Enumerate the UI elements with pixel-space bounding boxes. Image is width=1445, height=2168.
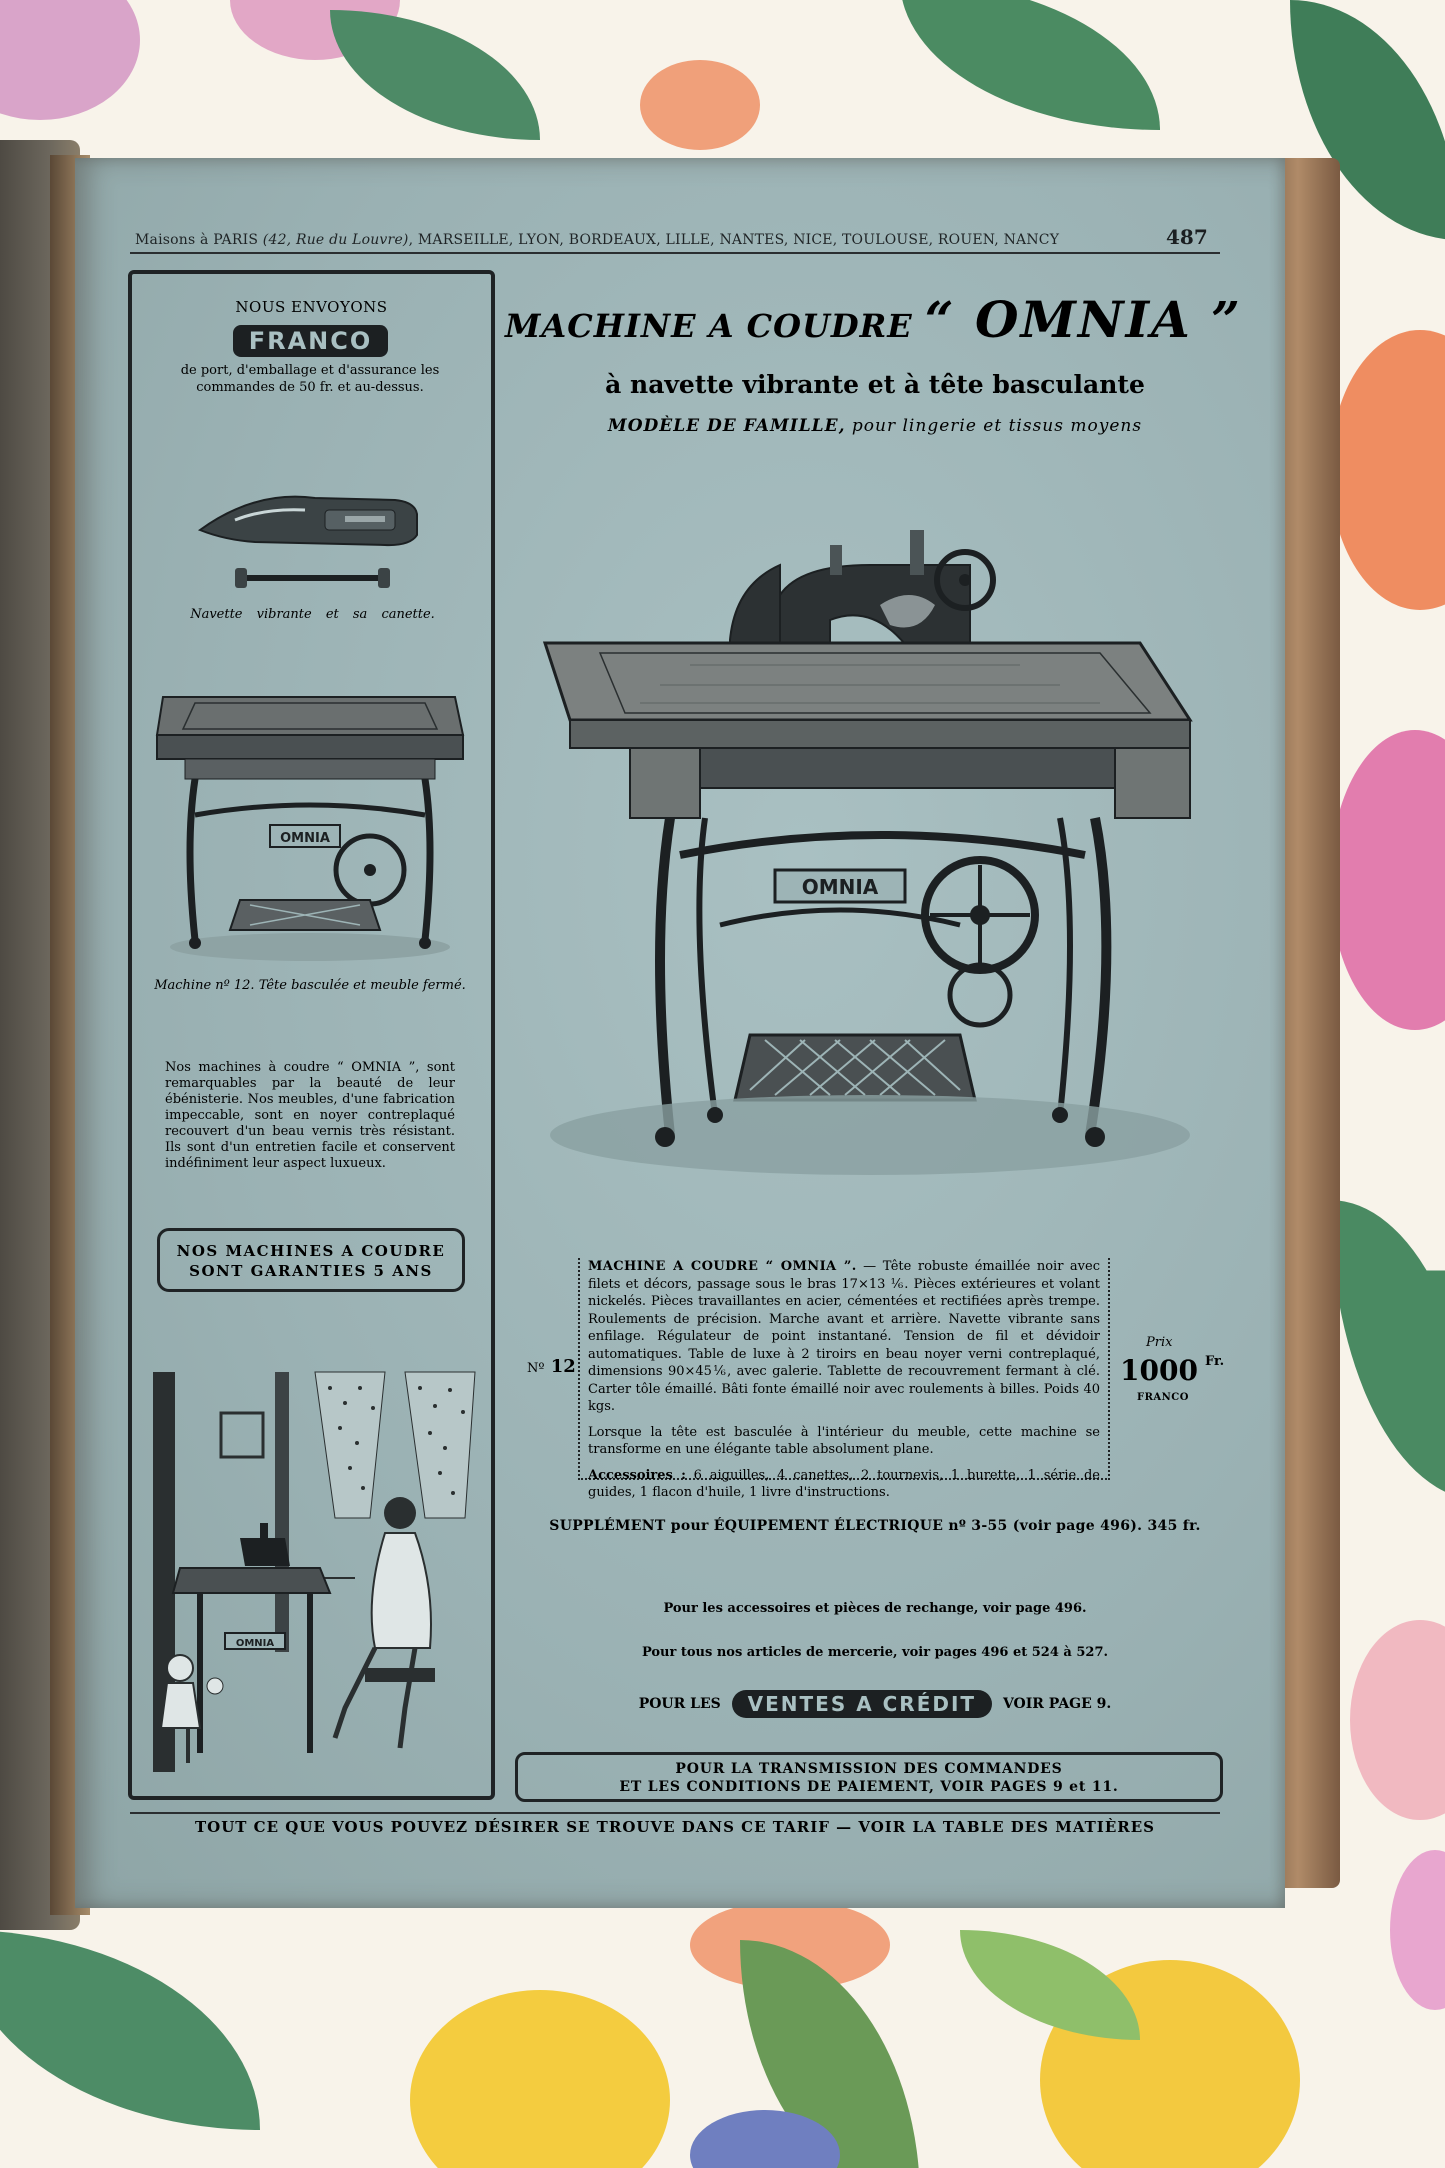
shuttle-illustration xyxy=(195,480,435,600)
model-bold: MODÈLE DE FAMILLE, xyxy=(607,416,846,436)
description-para2: Lorsque la tête est basculée à l'intérieur du meuble, cette machine se transforme en une élégante table absolument plane. xyxy=(588,1424,1100,1457)
machine-brand-plate: OMNIA xyxy=(801,875,879,899)
order-transmission-box xyxy=(515,1752,1223,1802)
pink-flower xyxy=(1350,1620,1445,1820)
supplement-line: SUPPLÉMENT pour ÉQUIPEMENT ÉLECTRIQUE nº 3-55 (voir page 496). 345 fr. xyxy=(549,1518,1201,1534)
price-value: 1000 xyxy=(1120,1354,1198,1387)
scene-table-brand: OMNIA xyxy=(235,1638,275,1649)
green-leaf xyxy=(960,1930,1140,2040)
green-leaf xyxy=(900,0,1160,130)
pink-flower xyxy=(0,0,140,120)
title-prefix: MACHINE A COUDRE xyxy=(505,307,913,345)
model-line xyxy=(505,416,1245,436)
price-label: Prix xyxy=(1146,1335,1173,1350)
guarantee-line-2: SONT GARANTIES 5 ANS xyxy=(189,1262,433,1280)
haberdashery-line: Pour tous nos articles de mercerie, voir pages 496 et 524 à 527. xyxy=(641,1645,1109,1660)
product-title xyxy=(505,290,1265,349)
spare-parts-line: Pour les accessoires et pièces de rechange, voir page 496. xyxy=(663,1601,1087,1616)
footer-rule xyxy=(130,1812,1220,1814)
model-number xyxy=(527,1356,576,1377)
furniture-description: Nos machines à coudre “ OMNIA ”, sont remarquables par la beauté de leur ébénisterie. Nos meubles, d'une fabrication impeccable, sont en noyer contreplaqué recouvert d'un beau vernis très résistant. Ils sont d'un entretien facile et conservent indéfiniment leur aspect luxueux. xyxy=(165,1060,455,1171)
description-head: MACHINE A COUDRE “ OMNIA ”. xyxy=(588,1259,857,1274)
footer-text: TOUT CE QUE VOUS POUVEZ DÉSIRER SE TROUVE DANS CE TARIF — VOIR LA TABLE DES MATIÈRES xyxy=(194,1818,1155,1836)
table-brand-text: OMNIA xyxy=(280,831,330,846)
accessoires-text: 6 aiguilles, 4 canettes, 2 tournevis, 1 burette, 1 série de guides, 1 flacon d'huile, 1 livre d'instructions. xyxy=(588,1467,1100,1500)
orange-flower xyxy=(640,60,760,150)
running-header xyxy=(135,232,1135,248)
credit-line xyxy=(505,1690,1245,1718)
title-brand: “ OMNIA ” xyxy=(924,290,1242,349)
page-number: 487 xyxy=(1166,225,1208,249)
green-leaf xyxy=(1330,1200,1445,1500)
description-body: — Tête robuste émaillée noir avec filets et décors, passage sous le bras 17×13 ⅙. Pièces extérieures et volant nickelés. Pièces travaillantes en acier, cémentées et rectifiées après trempe. Roulements de précision. Marche avant et arrière. Navette vibrante sans enfilage. Régulateur de point instantané. Tension de fil et dévidoir automatiques. Table de luxe à 2 tiroirs en beau noyer verni contreplaqué, dimensions 90×45⅙, avec galerie. Tablette de recouvrement fermant à clé. Carter tôle émaillé. Bâti fonte émaillé noir avec roulements à billes. Poids 40 kgs. xyxy=(588,1259,1100,1414)
green-leaf xyxy=(330,10,540,140)
transmission-line-2: ET LES CONDITIONS DE PAIEMENT, VOIR PAGES 9 et 11. xyxy=(619,1779,1119,1795)
credit-suffix: VOIR PAGE 9. xyxy=(1002,1696,1112,1712)
yellow-flower xyxy=(410,1990,670,2168)
price-franco: FRANCO xyxy=(1137,1392,1189,1403)
product-description-box xyxy=(578,1258,1110,1500)
green-leaf xyxy=(0,1930,260,2130)
guarantee-box xyxy=(157,1228,465,1292)
pink-flower xyxy=(1390,1850,1445,2010)
product-subtitle: à navette vibrante et à tête basculante xyxy=(605,370,1145,399)
header-cities: , MARSEILLE, LYON, BORDEAUX, LILLE, NANTES, NICE, TOULOUSE, ROUEN, NANCY xyxy=(408,232,1060,248)
description-accessoires xyxy=(588,1467,1100,1502)
machine-caption: Machine nº 12. Tête basculée et meuble fermé. xyxy=(154,978,466,993)
sewing-machine-illustration xyxy=(540,525,1200,1185)
closed-table-illustration xyxy=(155,685,465,970)
pink-flower xyxy=(1330,730,1445,1030)
model-number-prefix: Nº xyxy=(527,1361,545,1376)
franco-text: de port, d'emballage et d'assurance les commandes de 50 fr. et au-dessus. xyxy=(180,363,440,395)
credit-prefix: POUR LES xyxy=(638,1696,721,1712)
price-unit: Fr. xyxy=(1205,1354,1225,1369)
header-rule xyxy=(130,252,1220,254)
accessoires-label: Accessoires : xyxy=(588,1467,686,1483)
description-main xyxy=(588,1258,1100,1416)
model-number-value: 12 xyxy=(550,1356,576,1377)
header-address: (42, Rue du Louvre) xyxy=(262,232,409,248)
header-prefix: Maisons à PARIS xyxy=(135,232,259,248)
sewing-scene-illustration xyxy=(145,1368,485,1780)
envoyons-heading: NOUS ENVOYONS xyxy=(235,298,388,316)
shuttle-caption: Navette vibrante et sa canette. xyxy=(190,607,435,622)
guarantee-line-1: NOS MACHINES A COUDRE xyxy=(176,1242,446,1260)
model-rest: pour lingerie et tissus moyens xyxy=(845,416,1143,436)
transmission-line-1: POUR LA TRANSMISSION DES COMMANDES xyxy=(675,1761,1063,1777)
franco-badge: FRANCO xyxy=(233,325,388,357)
orange-flower xyxy=(1330,330,1445,610)
credit-sales-badge: VENTES A CRÉDIT xyxy=(732,1690,992,1718)
